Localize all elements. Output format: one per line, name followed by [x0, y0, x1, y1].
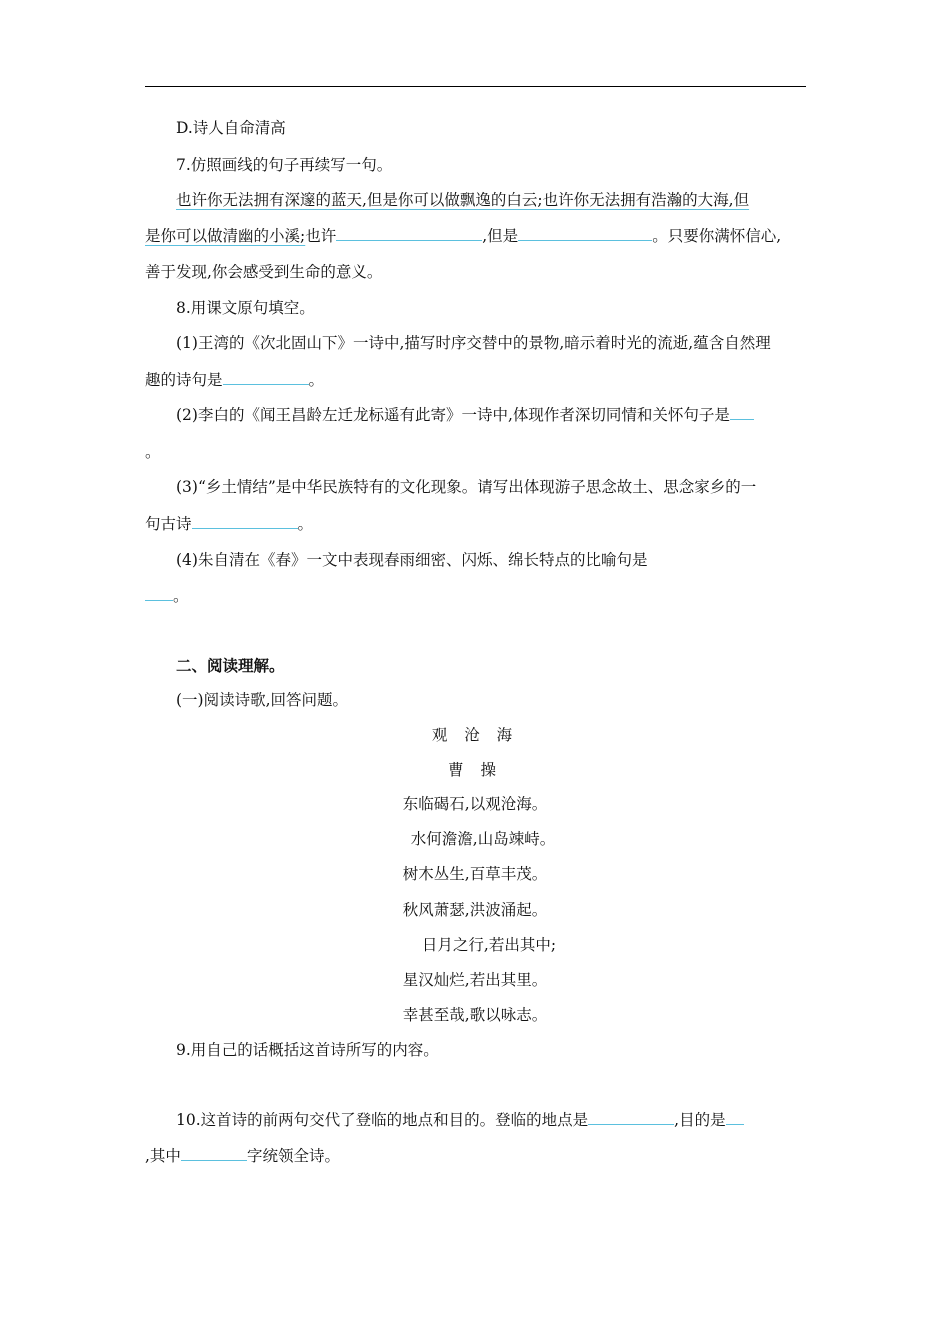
- q8-text: 。: [297, 515, 314, 533]
- q10-blank-2[interactable]: [726, 1110, 744, 1125]
- poem-author: 曹 操: [448, 761, 502, 779]
- q7-underlined-2: 是你可以做清幽的小溪;: [145, 227, 306, 245]
- q10-line2: [145, 1146, 340, 1166]
- q10-text: 字统领全诗。: [246, 1147, 340, 1165]
- q8-p3-line1: (3)“乡土情结”是中华民族特有的文化现象。请写出体现游子思念故土、思念家乡的一: [176, 478, 757, 496]
- q8-p1-line1: (1)王湾的《次北固山下》一诗中,描写时序交替中的景物,暗示着时光的流逝,蕴含自然理: [176, 334, 771, 352]
- q10-text: 10.这首诗的前两句交代了登临的地点和目的。登临的地点是: [176, 1111, 589, 1129]
- poem-line: 星汉灿烂,若出其里。: [402, 971, 548, 989]
- q10-blank-3[interactable]: [181, 1146, 247, 1161]
- q7-line2: [145, 226, 781, 246]
- q7-blank-1[interactable]: [336, 226, 482, 241]
- q8-p2-line1: [176, 405, 754, 425]
- q7-text: 也许: [305, 227, 337, 245]
- poem-line: 水何澹澹,山岛竦峙。: [410, 830, 556, 848]
- q7-prompt: 7.仿照画线的句子再续写一句。: [176, 156, 393, 174]
- q7-line3: 善于发现,你会感受到生命的意义。: [145, 263, 383, 281]
- q8-p3-line2: [145, 514, 313, 534]
- poem-title: 观 沧 海: [431, 726, 519, 744]
- q8-blank-3[interactable]: [192, 514, 298, 529]
- poem-line: 树木丛生,百草丰茂。: [402, 865, 548, 883]
- poem-line: 秋风萧瑟,洪波涌起。: [402, 901, 548, 919]
- poem-line: 日月之行,若出其中;: [421, 936, 557, 954]
- q8-text: 句古诗: [145, 515, 192, 533]
- poem-line: 幸甚至哉,歌以咏志。: [402, 1006, 548, 1024]
- q7-text: 。只要你满怀信心,: [652, 227, 782, 245]
- q10-line1: [176, 1110, 744, 1130]
- q8-text: (2)李白的《闻王昌龄左迁龙标遥有此寄》一诗中,体现作者深切同情和关怀句子是: [176, 406, 730, 424]
- q7-blank-2[interactable]: [518, 226, 652, 241]
- q8-prompt: 8.用课文原句填空。: [176, 299, 315, 317]
- q10-text: ,目的是: [674, 1111, 726, 1129]
- option-d: D.诗人自命清高: [176, 119, 286, 137]
- q8-blank-1[interactable]: [223, 370, 309, 385]
- section-sub: (一)阅读诗歌,回答问题。: [176, 691, 349, 709]
- q7-text: ,但是: [482, 227, 519, 245]
- q8-blank-2[interactable]: [730, 405, 754, 420]
- header-rule: [145, 86, 806, 87]
- q7-line1: [176, 190, 749, 210]
- q8-p4-line1: (4)朱自清在《春》一文中表现春雨细密、闪烁、绵长特点的比喻句是: [176, 551, 648, 569]
- q7-underlined-1: 也许你无法拥有深邃的蓝天,但是你可以做飘逸的白云;也许你无法拥有浩瀚的大海,但: [176, 191, 750, 209]
- section-heading: 二、阅读理解。: [176, 657, 285, 675]
- q8-p4-line2: [145, 586, 189, 606]
- poem-line: 东临碣石,以观沧海。: [402, 795, 548, 813]
- q8-blank-4[interactable]: [145, 586, 173, 601]
- q8-p1-line2: [145, 370, 324, 390]
- q8-text: 。: [308, 371, 325, 389]
- q10-text: ,其中: [145, 1147, 181, 1165]
- q9: 9.用自己的话概括这首诗所写的内容。: [176, 1041, 439, 1059]
- q10-blank-1[interactable]: [588, 1110, 674, 1125]
- q8-text: 。: [173, 587, 189, 605]
- q8-p2-line2: 。: [145, 443, 161, 461]
- q8-text: 趣的诗句是: [145, 371, 223, 389]
